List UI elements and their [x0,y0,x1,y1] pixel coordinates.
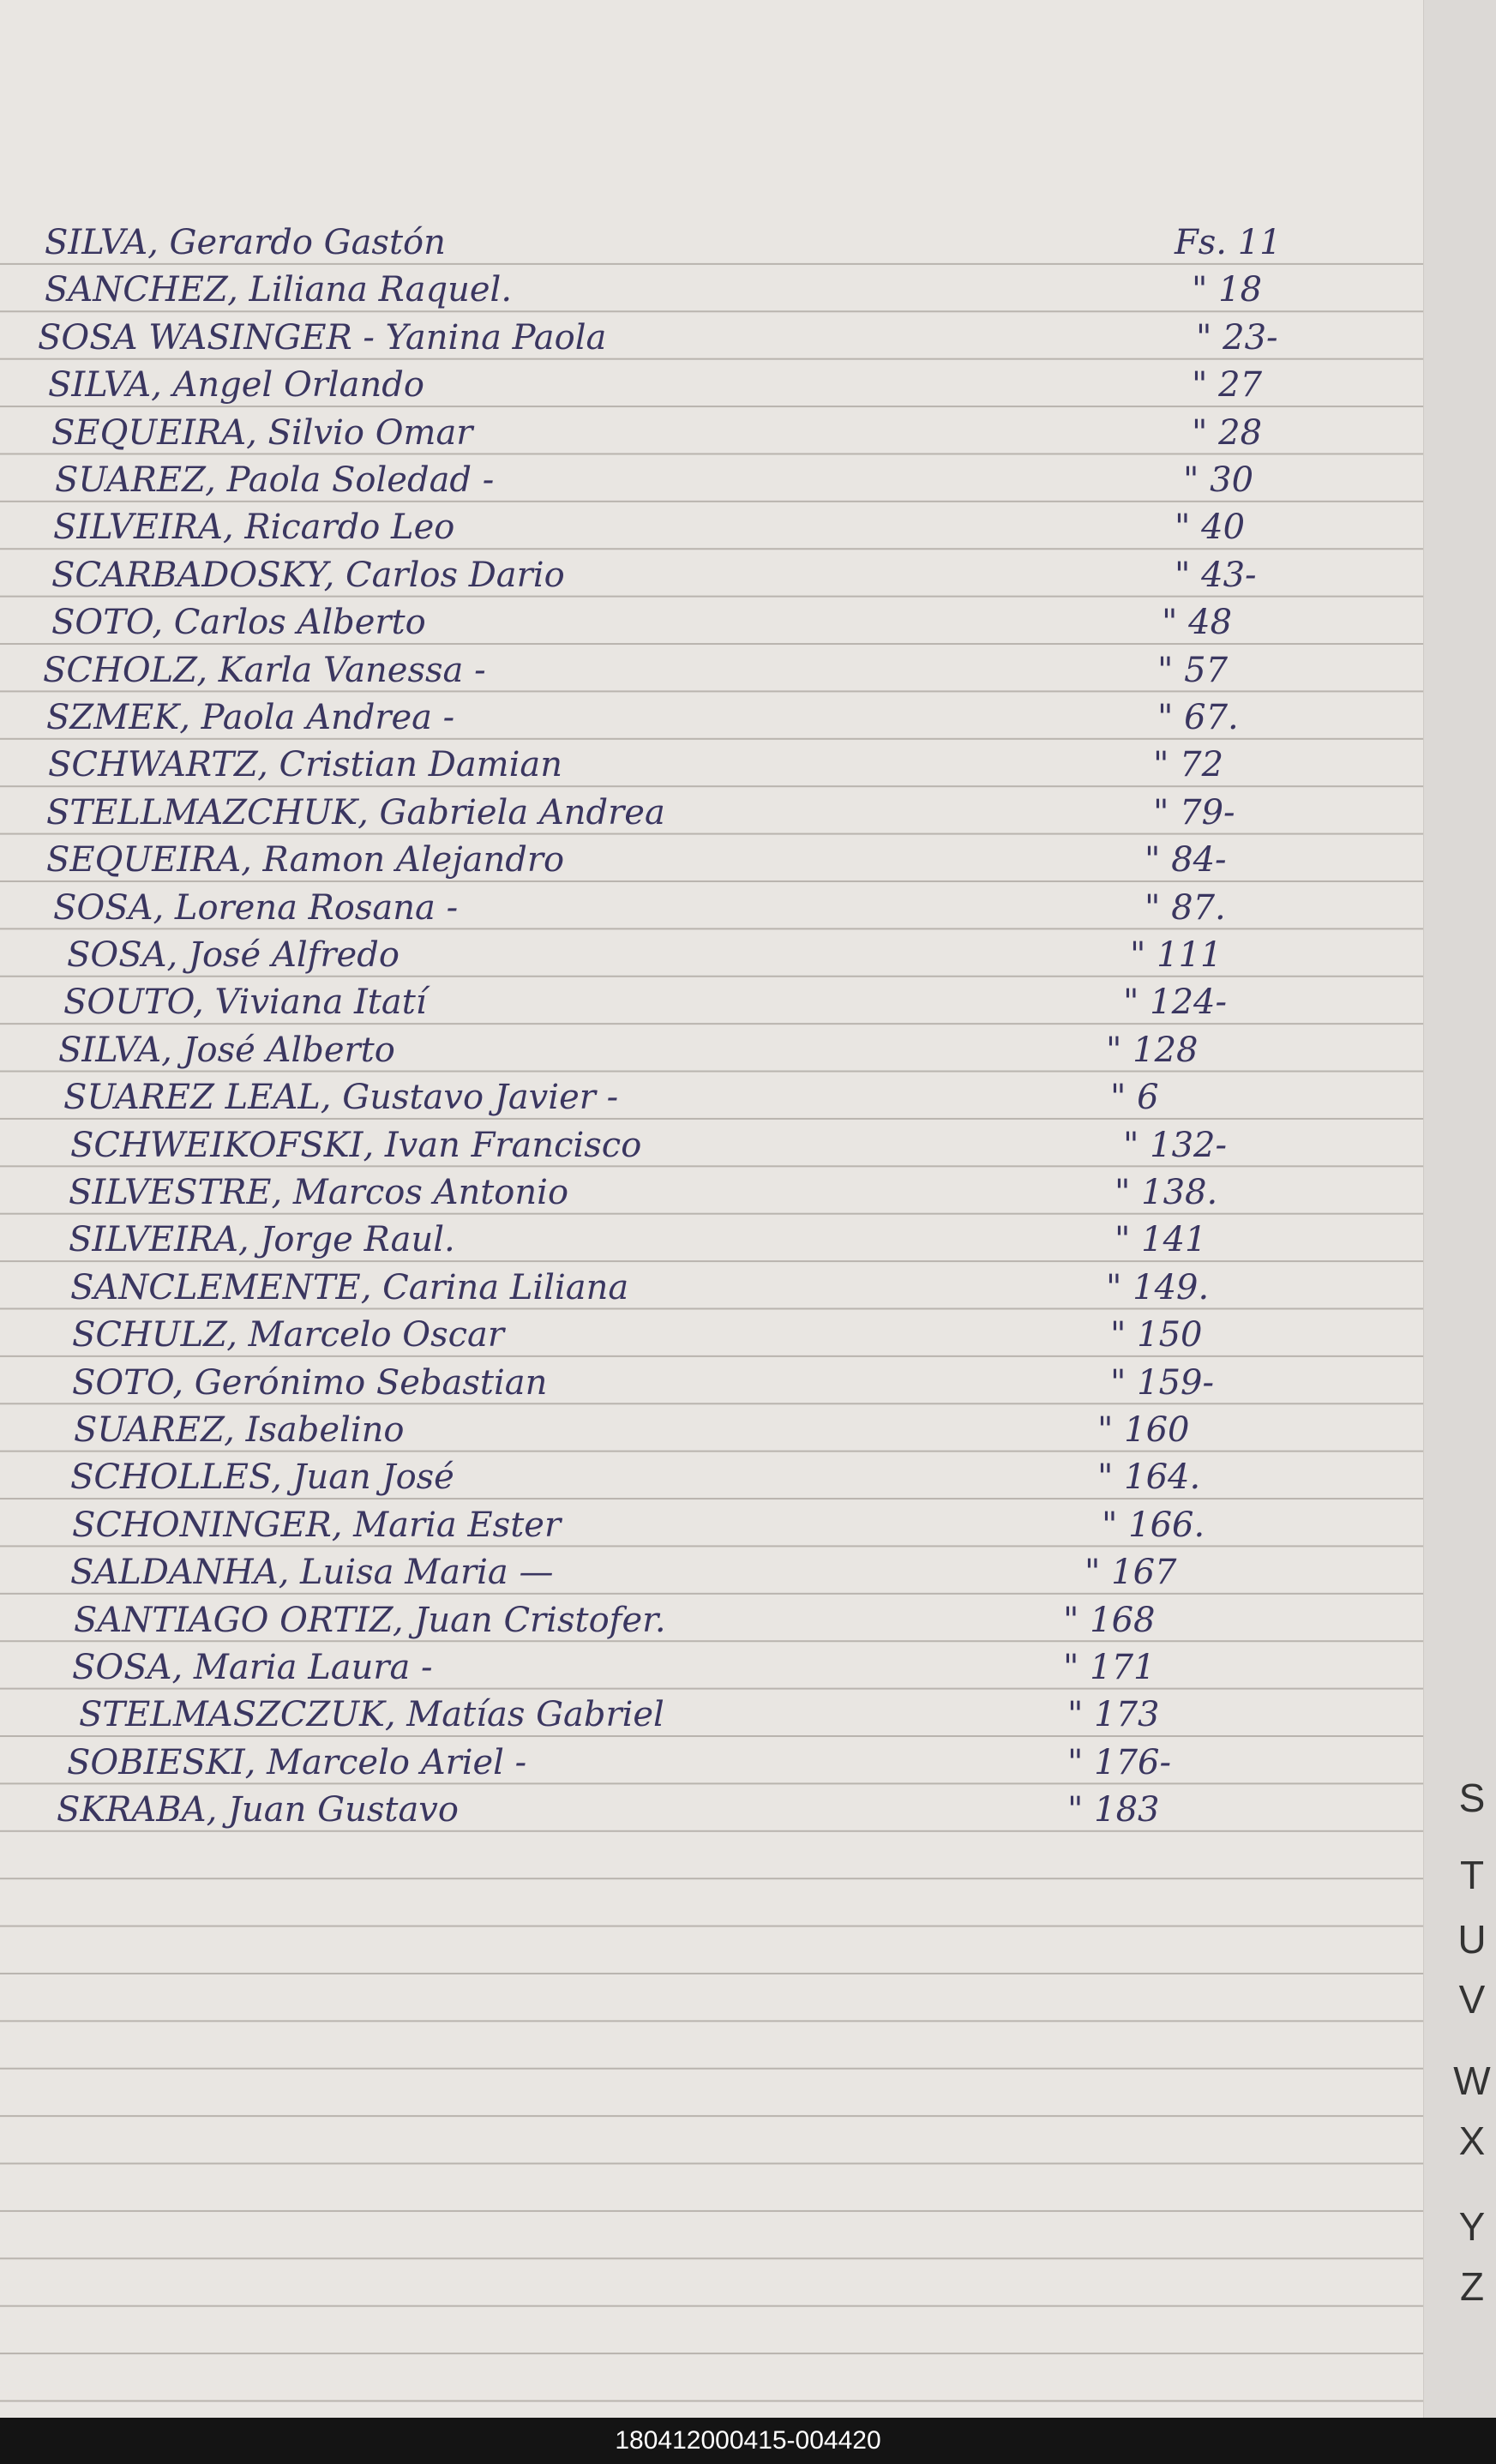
entry-folio: " 111 [1130,935,1223,975]
entry-folio: " 176- [1067,1742,1171,1782]
entry-folio: " 159- [1110,1362,1214,1403]
entry-name: SCHULZ, Marcelo Oscar [72,1315,504,1355]
entry-folio: " 84- [1145,840,1227,880]
entry-folio: " 128 [1106,1030,1199,1070]
alphabet-index-strip [1423,0,1496,2418]
entry-folio: " 28 [1192,412,1263,453]
index-tab-letter[interactable]: X [1458,2118,1486,2163]
entry-name: SOSA, Lorena Rosana - [53,887,459,928]
entry-name: SANTIAGO ORTIZ, Juan Cristofer. [74,1600,666,1640]
entry-folio: " 149. [1106,1267,1210,1307]
entry-name: SOBIESKI, Marcelo Ariel - [67,1742,527,1782]
entry-folio: " 18 [1192,270,1263,310]
entry-name: SOTO, Carlos Alberto [51,603,426,643]
index-tab-letter[interactable]: Y [1458,2204,1486,2249]
entry-name: SANCLEMENTE, Carina Liliana [70,1267,629,1307]
entry-folio: " 40 [1175,508,1246,548]
entry-folio: " 173 [1067,1695,1160,1735]
entry-name: SILVA, Angel Orlando [48,365,424,406]
entry-folio: " 79- [1153,792,1235,832]
entry-name: SALDANHA, Luisa Maria — [70,1553,554,1593]
entry-name: SUAREZ, Isabelino [74,1410,405,1450]
entry-folio: " 164. [1097,1457,1201,1498]
entry-name: SCHWEIKOFSKI, Ivan Francisco [70,1125,642,1165]
entry-folio: " 43- [1175,555,1257,595]
entry-name: SCHONINGER, Maria Ester [72,1505,562,1545]
entry-name: SOSA, Maria Laura - [72,1648,433,1687]
entry-folio: " 23- [1196,317,1278,358]
entry-name: SCARBADOSKY, Carlos Dario [51,555,565,595]
index-tab-letter[interactable]: V [1458,1977,1486,2022]
entry-name: SILVEIRA, Jorge Raul. [69,1220,455,1260]
entry-name: SEQUEIRA, Silvio Omar [51,412,473,453]
entry-folio: " 138. [1114,1173,1218,1212]
entry-name: SUAREZ LEAL, Gustavo Javier - [63,1078,619,1118]
entry-name: SEQUEIRA, Ramon Alejandro [46,840,565,880]
entry-name: SCHOLZ, Karla Vanessa - [43,650,486,690]
entry-folio: " 171 [1063,1648,1156,1687]
entry-name: SILVESTRE, Marcos Antonio [69,1173,569,1212]
entry-folio: " 132- [1123,1125,1227,1165]
entry-name: SOSA, José Alfredo [67,935,400,975]
entry-folio: " 168 [1063,1600,1156,1640]
entry-folio: " 160 [1097,1410,1190,1450]
entry-folio: " 167 [1084,1553,1177,1593]
entry-name: SZMEK, Paola Andrea - [46,698,455,737]
entry-folio: " 57 [1157,650,1229,690]
entry-name: SANCHEZ, Liliana Raquel. [45,270,513,310]
index-tab-letter[interactable]: Z [1459,2264,1485,2309]
entry-folio: " 166. [1102,1505,1205,1545]
entry-folio: " 48 [1162,603,1233,643]
entry-folio: " 150 [1110,1315,1203,1355]
entry-folio: " 124- [1123,983,1227,1023]
document-id: 180412000415-004420 [615,2426,881,2455]
entry-folio: " 72 [1153,745,1224,785]
entry-name: STELLMAZCHUK, Gabriela Andrea [46,792,665,832]
index-tab-letter[interactable]: T [1459,1853,1485,1897]
entry-name: SUAREZ, Paola Soledad - [55,460,495,500]
entry-folio: " 30 [1183,460,1254,500]
entry-folio: " 6 [1110,1078,1159,1118]
document-id-footer [0,2418,1496,2464]
entry-folio: " 141 [1114,1220,1207,1260]
entry-name: SOUTO, Viviana Itatí [63,983,427,1023]
entry-name: STELMASZCZUK, Matías Gabriel [79,1695,664,1735]
index-tab-letter[interactable]: U [1457,1917,1487,1962]
entry-name: SCHOLLES, Juan José [70,1457,454,1498]
entry-name: SILVA, José Alberto [58,1030,395,1070]
index-tab-letter[interactable]: S [1458,1776,1486,1820]
entry-name: SILVEIRA, Ricardo Leo [53,508,455,548]
entry-name: SILVA, Gerardo Gastón [45,223,446,262]
entry-name: SOTO, Gerónimo Sebastian [72,1362,548,1403]
entry-name: SOSA WASINGER - Yanina Paola [38,317,607,358]
entry-folio: " 67. [1157,698,1239,737]
entry-folio: " 27 [1192,365,1263,406]
entry-name: SCHWARTZ, Cristian Damian [48,745,562,785]
entry-folio: " 87. [1145,887,1226,928]
entry-folio: " 183 [1067,1790,1160,1830]
entry-folio: Fs. 11 [1175,223,1282,262]
index-tab-letter[interactable]: W [1453,2058,1491,2103]
entry-name: SKRABA, Juan Gustavo [57,1790,459,1830]
